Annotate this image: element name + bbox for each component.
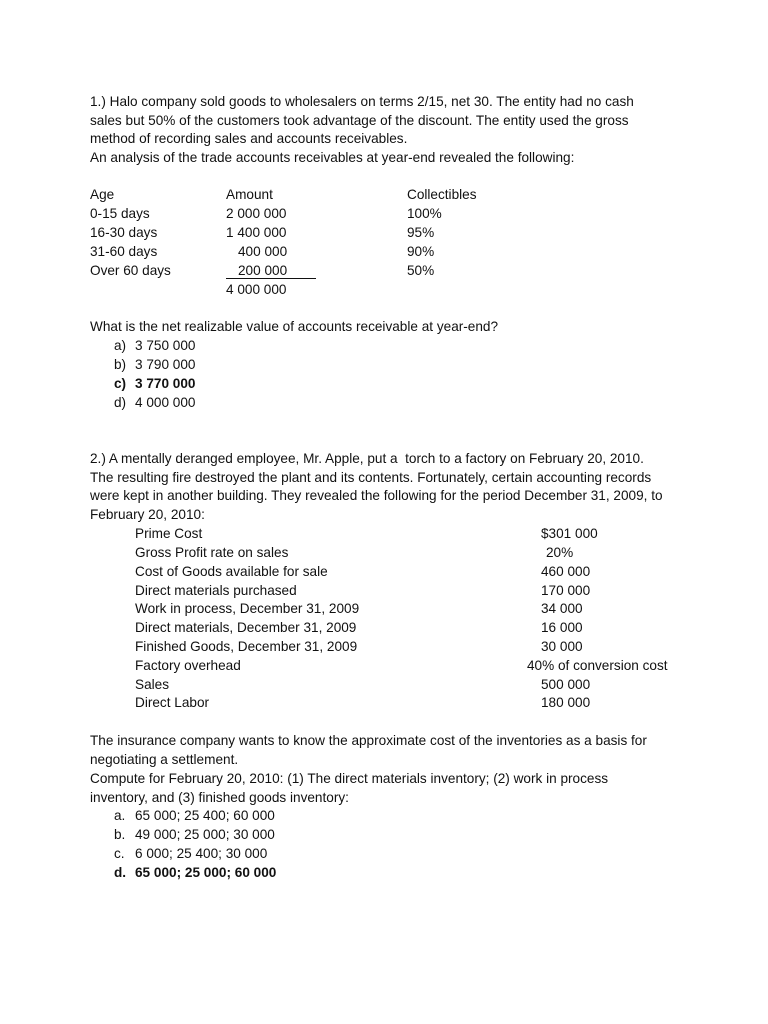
option-text: 4 000 000 [135,395,196,410]
table-cell-collectible: 50% [407,263,435,278]
item-value: $301 000 [541,526,598,541]
item-label: Direct Labor [135,695,210,710]
option-letter: b) [114,357,127,372]
option-letter-answer: c) [114,376,127,391]
q2-post-line: The insurance company wants to know the approximate cost of the inventories as a basis for [90,733,647,748]
table-cell-age: 16-30 days [90,225,158,240]
table-cell-amount: 1 400 000 [226,225,287,240]
table-cell-age: 31-60 days [90,244,158,259]
q2-intro-line: The resulting fire destroyed the plant and its contents. Fortunately, certain accounting records [90,470,652,485]
option-letter: d) [114,395,127,410]
option-text: 3 750 000 [135,338,196,353]
q2-post-line: inventory, and (3) finished goods inventory: [90,790,349,805]
table-cell-collectible: 90% [407,244,435,259]
table-cell-amount: 200 000 [238,263,288,278]
item-label: Direct materials purchased [135,583,297,598]
table-header-collectibles: Collectibles [407,187,477,202]
item-value: 34 000 [541,601,583,616]
item-label: Cost of Goods available for sale [135,564,328,579]
item-value: 20% [546,545,574,560]
option-letter: a. [114,808,126,823]
item-label: Gross Profit rate on sales [135,545,289,560]
table-cell-age: 0-15 days [90,206,150,221]
option-letter-answer: d. [114,865,127,880]
table-cell-amount: 400 000 [238,244,288,259]
item-value: 40% of conversion cost [527,658,668,673]
item-value: 16 000 [541,620,583,635]
q2-post-line: Compute for February 20, 2010: (1) The direct materials inventory; (2) work in process [90,771,609,786]
q1-intro-line: 1.) Halo company sold goods to wholesalers on terms 2/15, net 30. The entity had no cash [90,94,634,109]
table-cell-collectible: 95% [407,225,435,240]
table-cell-amount: 2 000 000 [226,206,287,221]
option-text: 49 000; 25 000; 30 000 [135,827,275,842]
option-letter: a) [114,338,127,353]
item-label: Work in process, December 31, 2009 [135,601,360,616]
option-text: 65 000; 25 400; 60 000 [135,808,275,823]
q1-intro-line: method of recording sales and accounts receivables. [90,131,408,146]
option-text: 6 000; 25 400; 30 000 [135,846,268,861]
option-text-answer: 65 000; 25 000; 60 000 [135,865,277,880]
item-value: 170 000 [541,583,591,598]
q2-intro-line: were kept in another building. They revealed the following for the period December 31, 2009, to [90,488,663,503]
item-label: Direct materials, December 31, 2009 [135,620,357,635]
item-value: 180 000 [541,695,591,710]
option-text: 3 790 000 [135,357,196,372]
item-value: 30 000 [541,639,583,654]
item-label: Factory overhead [135,658,241,673]
option-letter: b. [114,827,126,842]
q2-intro-line: 2.) A mentally deranged employee, Mr. Apple, put a torch to a factory on February 20, 2010. [90,451,644,466]
table-header-amount: Amount [226,187,273,202]
item-value: 500 000 [541,677,591,692]
q1-question: What is the net realizable value of accounts receivable at year-end? [90,319,499,334]
option-text-answer: 3 770 000 [135,376,196,391]
table-header-age: Age [90,187,115,202]
table-total: 4 000 000 [226,282,287,297]
option-letter: c. [114,846,125,861]
table-cell-age: Over 60 days [90,263,171,278]
item-label: Prime Cost [135,526,203,541]
total-underline [226,278,316,279]
item-label: Sales [135,677,170,692]
table-cell-collectible: 100% [407,206,442,221]
q1-intro-line: An analysis of the trade accounts receivables at year-end revealed the following: [90,150,575,165]
q2-post-line: negotiating a settlement. [90,752,239,767]
q1-intro-line: sales but 50% of the customers took advantage of the discount. The entity used the gross [90,113,629,128]
item-label: Finished Goods, December 31, 2009 [135,639,358,654]
item-value: 460 000 [541,564,591,579]
q2-intro-line: February 20, 2010: [90,507,205,522]
